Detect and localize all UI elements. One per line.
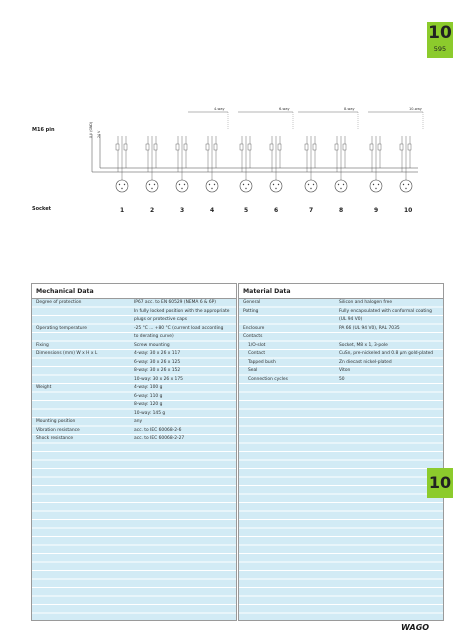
socket-circle — [116, 180, 128, 192]
chapter-side-tab: 10 — [427, 468, 453, 498]
row-value: 6-way: 110 g — [134, 393, 163, 399]
socket-circle — [146, 180, 158, 192]
socket-number: 4 — [210, 207, 215, 214]
table-row — [239, 367, 443, 376]
row-value: any — [134, 419, 143, 424]
socket-number: 5 — [244, 207, 249, 214]
table-row — [32, 401, 236, 410]
table-row — [32, 384, 236, 393]
socket-number: 9 — [374, 207, 379, 214]
row-value: 6-way: 30 x 26 x 125 — [134, 359, 181, 365]
row-value: 4-way: 30 x 26 x 117 — [134, 351, 181, 356]
socket-circle — [370, 180, 382, 192]
socket-number: 7 — [309, 207, 314, 214]
row-value: Screw mounting — [134, 342, 170, 348]
group-label: 4-way — [214, 107, 225, 111]
socket-number: 6 — [274, 207, 279, 214]
table-row — [32, 342, 236, 351]
row-value: Fully encapsulated with conformal coating — [339, 308, 432, 314]
svg-text:WAGO: WAGO — [401, 623, 430, 632]
table-row — [32, 325, 236, 334]
row-value: In fully locked position with the appropriate — [134, 308, 230, 314]
row-value: 50 — [339, 376, 345, 382]
table-row — [239, 342, 443, 351]
socket-number: 3 — [180, 207, 185, 214]
row-label: Dimensions (mm) W x H x L — [36, 351, 98, 356]
wago-logo — [400, 622, 434, 632]
table-row — [239, 350, 443, 359]
mechanical-data-title: Mechanical Data — [32, 284, 236, 299]
table-row — [32, 410, 236, 419]
row-label: Connection cycles — [248, 376, 288, 382]
mechanical-data-panel — [31, 283, 237, 621]
table-row — [239, 316, 443, 325]
row-value: Socket, M8 x 1, 3-pole — [339, 342, 388, 348]
row-value: acc. to IEC 60068-2-27 — [134, 436, 185, 441]
row-value: (UL 94 V0) — [339, 317, 363, 322]
group-label: 8-way — [344, 107, 355, 111]
mechanical-data-table — [32, 299, 236, 620]
row-value: to derating curve) — [134, 334, 174, 339]
socket-circle — [270, 180, 282, 192]
row-label: Vibration resistance — [36, 427, 80, 433]
row-value: acc. to IEC 60068-2-6 — [134, 427, 182, 433]
table-row — [32, 435, 236, 444]
row-label: Degree of protection — [36, 300, 82, 305]
row-value: Zn diecast nickel-plated — [339, 359, 392, 365]
row-label: Weight — [36, 385, 52, 390]
table-row — [32, 350, 236, 359]
gnd-vertical-label: 0 V (GND) — [89, 121, 93, 138]
socket-label: Socket — [32, 206, 51, 212]
socket-number: 2 — [150, 207, 155, 214]
row-label: Contact — [248, 351, 266, 356]
row-value: 8-way: 120 g — [134, 402, 163, 407]
row-label: Mounting position — [36, 419, 76, 424]
row-label: Potting — [243, 308, 259, 314]
row-label: Contacts — [243, 334, 263, 339]
table-row — [239, 359, 443, 368]
row-value: 10-way: 30 x 26 x 175 — [134, 376, 183, 382]
table-row — [32, 359, 236, 368]
row-value: CuSn, pre-nickeled and 0.8 µm gold-plated — [339, 351, 434, 356]
row-value: 10-way: 145 g — [134, 410, 166, 416]
row-label: 1/O-slot — [248, 342, 266, 348]
row-label: Seal — [248, 368, 258, 373]
table-row — [32, 427, 236, 436]
socket-circle — [335, 180, 347, 192]
table-row — [32, 367, 236, 376]
group-label: 10-way — [409, 107, 422, 111]
table-row — [32, 333, 236, 342]
row-label: Tapped bush — [248, 359, 276, 365]
material-data-title: Material Data — [239, 284, 443, 299]
socket-number: 8 — [339, 207, 344, 214]
row-label: Fixing — [36, 342, 49, 348]
material-data-table — [239, 299, 443, 620]
v24-vertical-label: 24 V — [97, 130, 101, 138]
table-row — [32, 316, 236, 325]
socket-circle — [176, 180, 188, 192]
row-value: Silicon and halogen free — [339, 300, 393, 305]
material-data-panel — [238, 283, 444, 621]
socket-circle — [206, 180, 218, 192]
table-row — [32, 308, 236, 317]
row-label: Operating temperature — [36, 325, 87, 331]
socket-circle — [305, 180, 317, 192]
table-row — [32, 393, 236, 402]
socket-number: 1 — [120, 207, 125, 214]
socket-circle — [400, 180, 412, 192]
table-row — [239, 376, 443, 385]
group-label: 6-way — [279, 107, 290, 111]
chapter-number: 10 — [428, 23, 452, 43]
table-row — [239, 299, 443, 308]
row-label: Enclosure — [243, 325, 265, 331]
row-value: 8-way: 30 x 26 x 152 — [134, 368, 181, 373]
row-value: plugs or protective caps — [134, 317, 187, 322]
table-row — [32, 299, 236, 308]
row-value: PA 66 (UL 94 V0), RAL 7035 — [339, 325, 400, 331]
table-row — [239, 308, 443, 317]
table-row — [239, 325, 443, 334]
socket-circle — [240, 180, 252, 192]
page-number-tab — [427, 22, 453, 58]
row-value: IP67 acc. to EN 60529 (NEMA 6 & 6P) — [134, 300, 216, 305]
row-value: -25 °C ... +80 °C (current load according — [134, 325, 224, 331]
row-value: 4-way: 100 g — [134, 385, 163, 390]
table-row — [32, 376, 236, 385]
row-label: General — [243, 300, 261, 305]
pin-label: M16 pin — [32, 127, 55, 133]
table-row — [239, 333, 443, 342]
socket-number: 10 — [404, 207, 413, 214]
wiring-diagram — [28, 100, 428, 220]
row-value: Viton — [339, 368, 351, 373]
page-number: 595 — [433, 45, 447, 53]
row-label: Shock resistance — [36, 436, 74, 441]
table-row — [32, 418, 236, 427]
